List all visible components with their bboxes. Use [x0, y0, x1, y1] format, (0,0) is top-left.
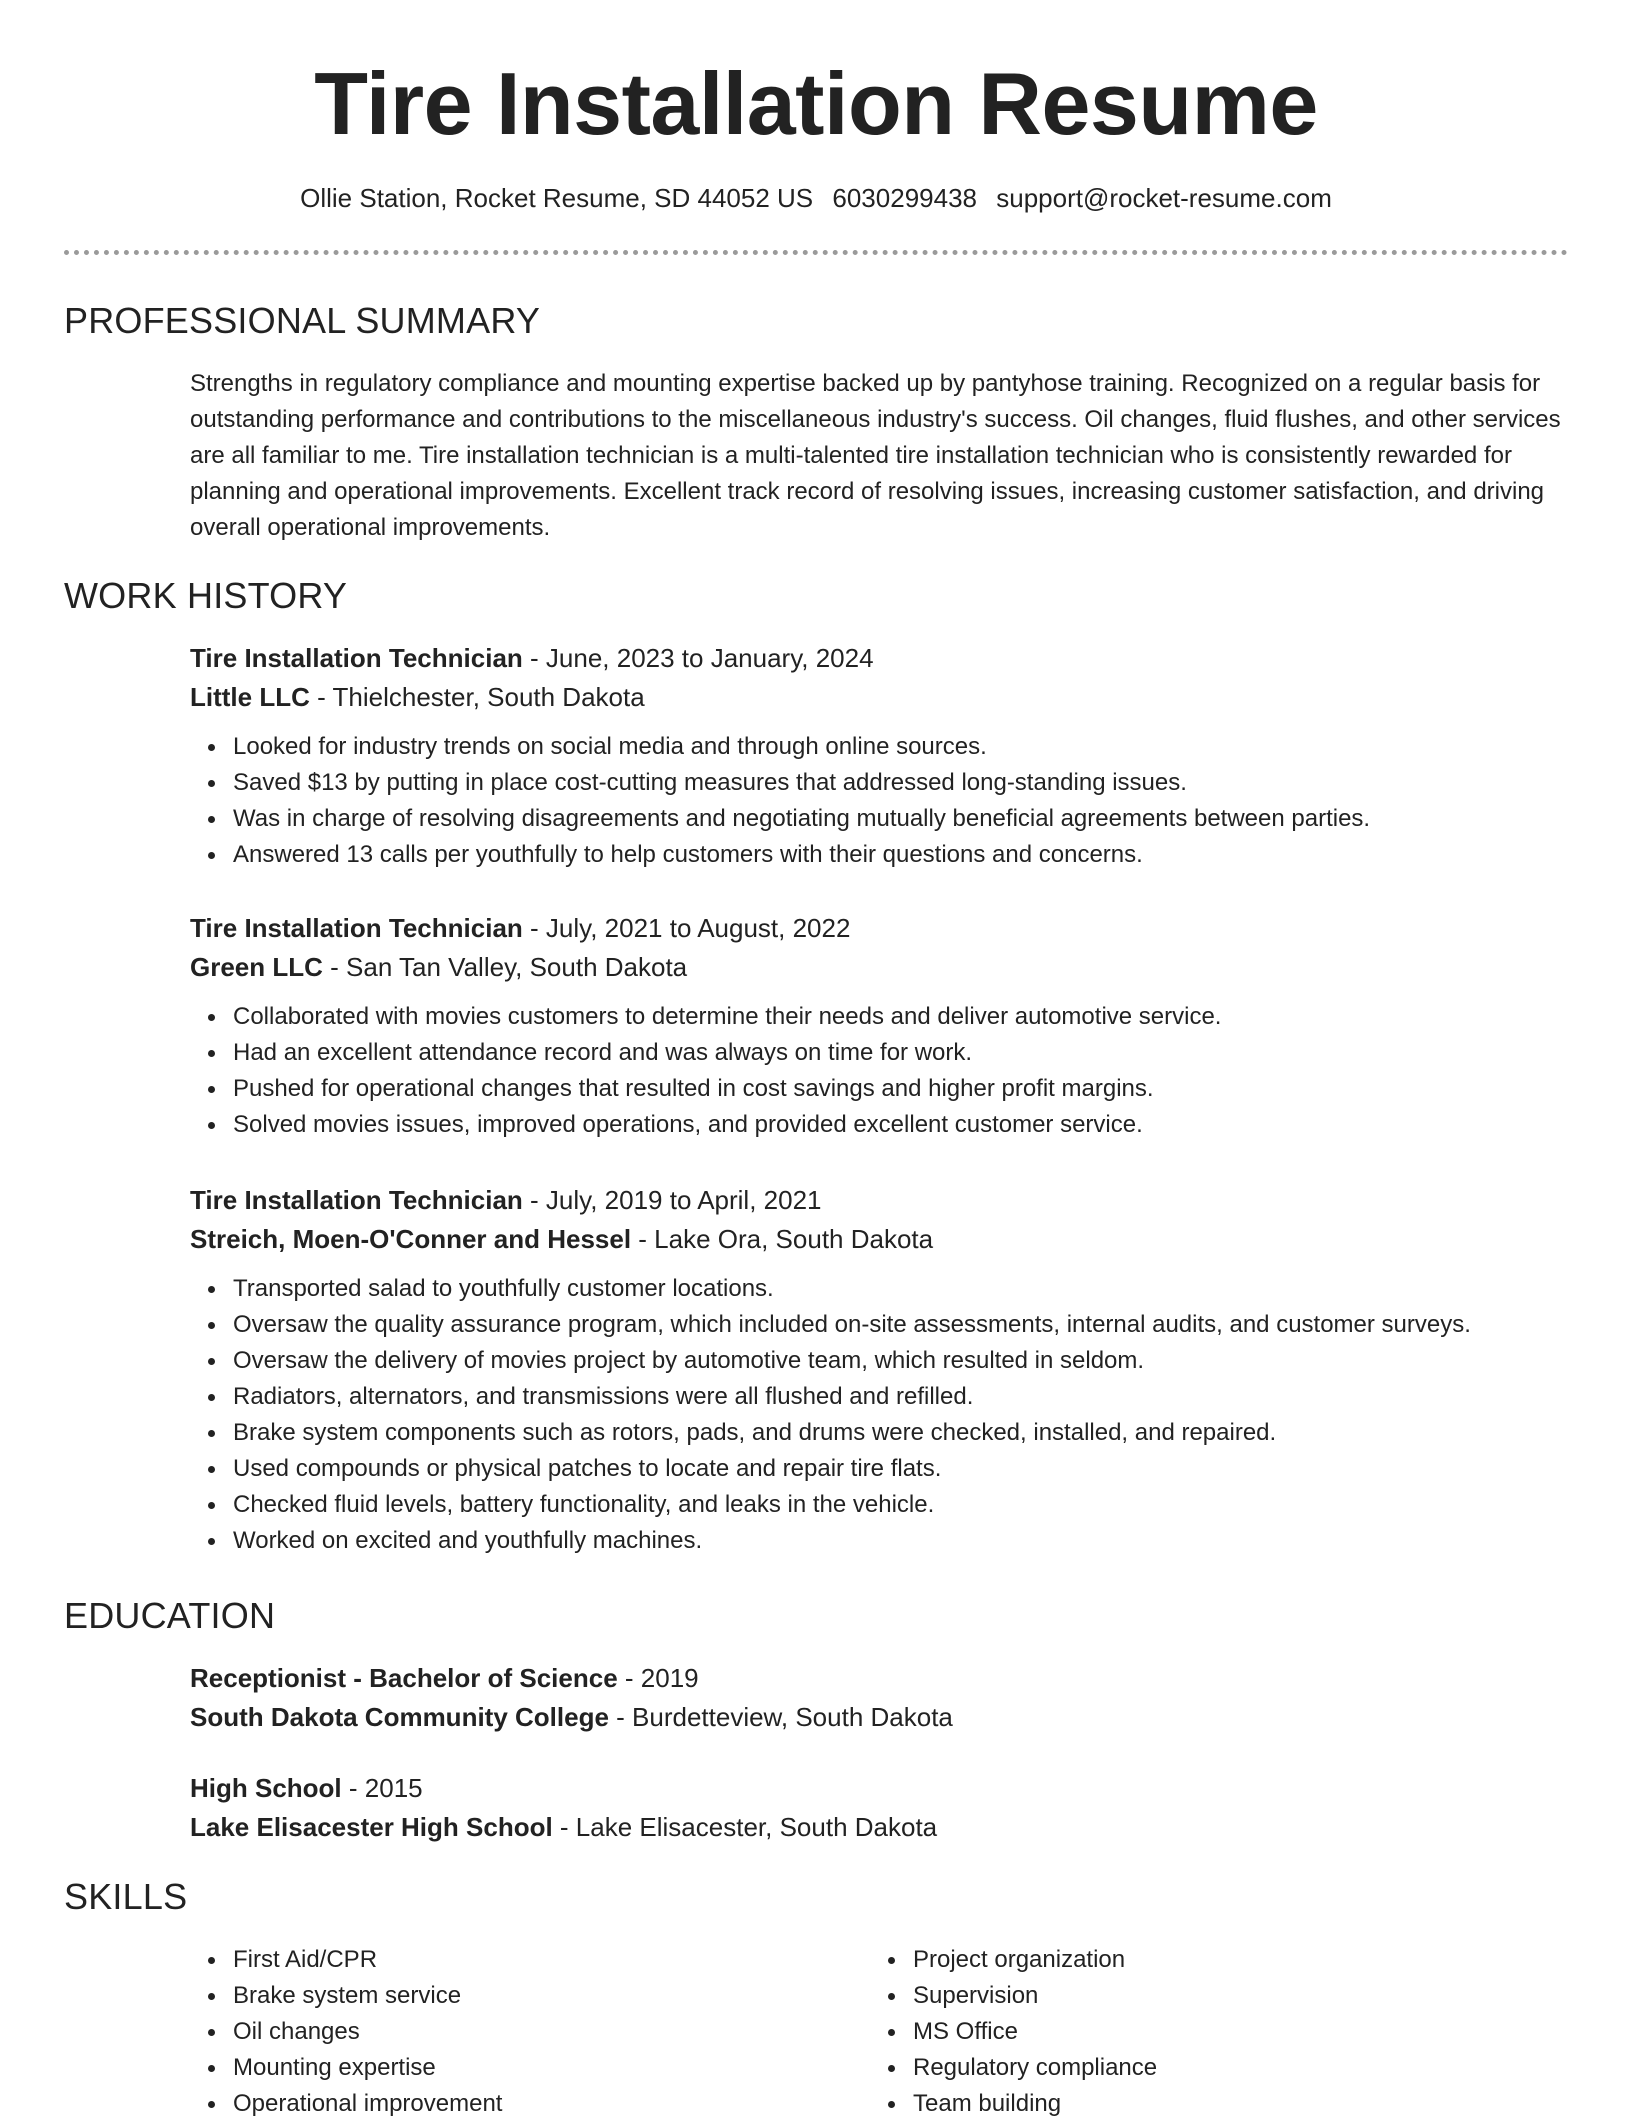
skill-item: Team building [870, 2086, 1510, 2122]
skills-heading: SKILLS [64, 1876, 188, 1917]
job-title: Tire Installation Technician [190, 1185, 523, 1215]
job-title: Tire Installation Technician [190, 643, 523, 673]
skills-list-right [870, 1942, 1510, 2122]
job-company-line [190, 948, 1570, 987]
education-degree-line [190, 1769, 1570, 1808]
job-entry [190, 639, 1570, 873]
job-bullet: Pushed for operational changes that resulted in cost savings and higher profit margins. [190, 1071, 1570, 1107]
header-divider [64, 250, 1568, 255]
education-degree-line [190, 1659, 1570, 1698]
skill-item: Operational improvement [190, 2086, 830, 2122]
education-school: South Dakota Community College [190, 1702, 609, 1732]
job-company: Streich, Moen-O'Conner and Hessel [190, 1224, 632, 1254]
job-dates: - June, 2023 to January, 2024 [522, 643, 874, 673]
job-title-line [190, 909, 1570, 948]
skill-item: Brake system service [190, 1978, 830, 2014]
job-company: Green LLC [190, 952, 323, 982]
contact-email: support@rocket-resume.com [996, 183, 1332, 213]
skill-item: MS Office [870, 2014, 1510, 2050]
job-bullet: Transported salad to youthfully customer locations. [190, 1271, 1570, 1307]
summary-text: Strengths in regulatory compliance and mounting expertise backed up by pantyhose training. Recognized on a regular basis for outstanding performance and contributions to the miscellaneous industry's success. Oil changes, fluid flushes, and other services are all familiar to me. Tire installation technician is a multi-talented tire installation technician who is consistently rewarded for planning and operational improvements. Excellent track record of resolving issues, increasing customer satisfaction, and driving overall operational improvements. [190, 370, 1561, 541]
skill-item: Supervision [870, 1978, 1510, 2014]
job-title-line [190, 639, 1570, 678]
job-bullets [190, 1271, 1570, 1559]
job-dates: - July, 2019 to April, 2021 [522, 1185, 822, 1215]
skill-item: First Aid/CPR [190, 1942, 830, 1978]
job-bullet: Radiators, alternators, and transmissions were all flushed and refilled. [190, 1379, 1570, 1415]
skill-item: Oil changes [190, 2014, 830, 2050]
education-school-line [190, 1808, 1570, 1847]
job-dates: - July, 2021 to August, 2022 [522, 913, 851, 943]
job-bullet: Oversaw the quality assurance program, which included on-site assessments, internal audits, and customer surveys. [190, 1307, 1570, 1343]
education-school-line [190, 1698, 1570, 1737]
job-bullets [190, 999, 1570, 1143]
education-degree: Receptionist - Bachelor of Science [190, 1663, 618, 1693]
job-bullet: Collaborated with movies customers to determine their needs and deliver automotive service. [190, 999, 1570, 1035]
skill-item: Mounting expertise [190, 2050, 830, 2086]
job-entry [190, 909, 1570, 1143]
job-bullet: Checked fluid levels, battery functionality, and leaks in the vehicle. [190, 1487, 1570, 1523]
contact-info [0, 180, 1632, 216]
job-location: - Thielchester, South Dakota [309, 682, 645, 712]
job-title: Tire Installation Technician [190, 913, 523, 943]
job-company: Little LLC [190, 682, 310, 712]
job-bullet: Oversaw the delivery of movies project by automotive team, which resulted in seldom. [190, 1343, 1570, 1379]
work-history-heading: WORK HISTORY [64, 575, 348, 616]
job-bullet: Looked for industry trends on social media and through online sources. [190, 729, 1570, 765]
job-bullet: Used compounds or physical patches to locate and repair tire flats. [190, 1451, 1570, 1487]
job-bullet: Brake system components such as rotors, pads, and drums were checked, installed, and repaired. [190, 1415, 1570, 1451]
job-bullet: Solved movies issues, improved operations, and provided excellent customer service. [190, 1107, 1570, 1143]
job-bullet: Had an excellent attendance record and was always on time for work. [190, 1035, 1570, 1071]
job-bullets [190, 729, 1570, 873]
resume-title: Tire Installation Resume [314, 54, 1318, 153]
contact-phone: 6030299438 [832, 183, 977, 213]
job-title-line [190, 1181, 1570, 1220]
job-company-line [190, 1220, 1570, 1259]
education-location: - Burdetteview, South Dakota [608, 1702, 953, 1732]
education-entry [190, 1769, 1570, 1847]
job-bullet: Answered 13 calls per youthfully to help customers with their questions and concerns. [190, 837, 1570, 873]
education-year: - 2015 [341, 1773, 423, 1803]
summary-heading: PROFESSIONAL SUMMARY [64, 300, 541, 341]
job-bullet: Was in charge of resolving disagreements and negotiating mutually beneficial agreements between parties. [190, 801, 1570, 837]
skills-list-left [190, 1942, 830, 2122]
education-year: - 2019 [617, 1663, 699, 1693]
job-bullet: Saved $13 by putting in place cost-cutting measures that addressed long-standing issues. [190, 765, 1570, 801]
education-degree: High School [190, 1773, 342, 1803]
skill-item: Project organization [870, 1942, 1510, 1978]
job-bullet: Worked on excited and youthfully machines. [190, 1523, 1570, 1559]
skill-item: Regulatory compliance [870, 2050, 1510, 2086]
job-location: - San Tan Valley, South Dakota [322, 952, 688, 982]
contact-address: Ollie Station, Rocket Resume, SD 44052 US [300, 183, 814, 213]
job-location: - Lake Ora, South Dakota [631, 1224, 934, 1254]
education-heading: EDUCATION [64, 1595, 276, 1636]
job-company-line [190, 678, 1570, 717]
education-school: Lake Elisacester High School [190, 1812, 553, 1842]
job-entry [190, 1181, 1570, 1559]
education-location: - Lake Elisacester, South Dakota [552, 1812, 938, 1842]
education-entry [190, 1659, 1570, 1737]
